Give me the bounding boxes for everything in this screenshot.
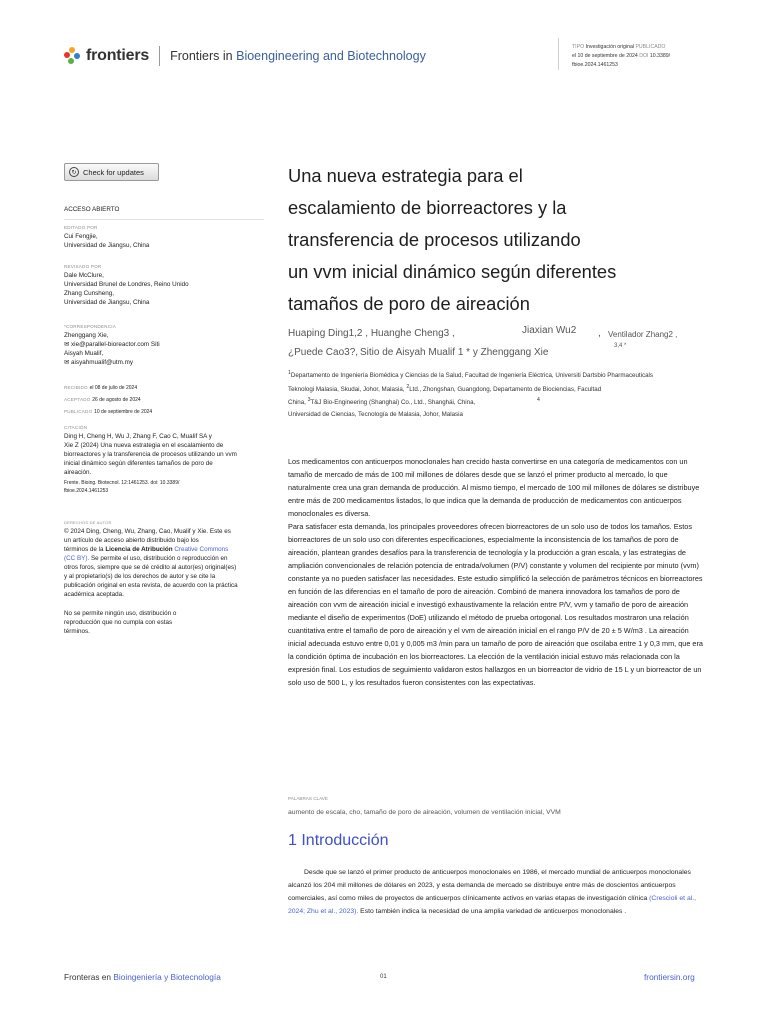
- citation-link[interactable]: (Crescioli et al., 2024; Zhu et al., 2023).: [288, 895, 697, 915]
- journal-logo[interactable]: [64, 46, 426, 66]
- reviewed-by-section: REVISADO POR Dale McClure, Universidad Brunel de Londres, Reino Unido Zhang Cunsheng, Universidad de Jiangsu, China: [64, 264, 189, 306]
- frontiers-logo-icon: [64, 47, 82, 65]
- correspondence-section: *CORRESPONDENCIA Zhenggang Xie, ✉ xie@parallel-bioreactor.com Siti Aisyah Mualif, ✉ aisyahmualif@utm.my: [64, 324, 160, 366]
- mail-icon: ✉: [64, 359, 72, 366]
- divider: [64, 219, 264, 220]
- author-link[interactable]: Jiaxian Wu2: [522, 325, 577, 336]
- email-link[interactable]: aisyahmualif@utm.my: [71, 359, 134, 366]
- footer-journal-link[interactable]: Bioingeniería y Biotecnología: [113, 972, 221, 982]
- footer-journal: Fronteras en Bioingeniería y Biotecnología: [64, 972, 221, 982]
- cc-by-link[interactable]: (CC BY).: [64, 555, 90, 562]
- abstract-paragraph: Los medicamentos con anticuerpos monoclonales han crecido hasta convertirse en una categoría de medicamentos con un tamaño de mercado de más de 100 mil millones de dólares desde que se lanzó el primer producto al mercado, lo que naturalmente crea una gran demanda de producción. Al mismo tiempo, el mercado de 100 mil millones de dólares se distribuye entre más de 200 medicamentos listados, lo que indica que la demanda de producción de medicamentos con anticuerpos monoclonales es diversa.: [288, 457, 700, 518]
- edited-by-section: EDITADO POR Cui Fengjie, Universidad de Jiangsu, China: [64, 225, 150, 249]
- email-link[interactable]: xie@parallel-bioreactor.com Siti: [71, 341, 160, 348]
- dates-section: RECIBIDO el 08 de julio de 2024 ACEPTADO 26 de agosto de 2024 PUBLICADO 10 de septiembre de 2024: [64, 385, 153, 415]
- copyright-section: DERECHOS DE AUTOR © 2024 Ding, Cheng, Wu, Zhang, Cao, Mualif y Xie. Este es un artículo de acceso abierto distribuido bajo los términos de la Licencia de Atribución Creative Commons (CC BY). Se permite el uso, distribución o reproducción en otros foros, siempre que se dé crédito al autor(es) original(es) y al propietario(s) de los derechos de autor y se cite la publicación original en esta revista, de acuerdo con la práctica académica aceptada. No se permite ningún uso, distribución o reproducción que no cumpla con estas términos.: [64, 520, 238, 635]
- citation-section: CITACIÓN Ding H, Cheng H, Wu J, Zhang F, Cao C, Mualif SA y Xie Z (2024) Una nueva estrategia en el escalamiento de biorreactores y la transferencia de procesos utilizando un vvm inicial dinámico según diferentes tamaños de poro de aireación. Frente. Bioing. Biotecnol. 12:1461253. doi: 10.3389/ fbioe.2024.1461253: [64, 425, 237, 494]
- intro-paragraph: Desde que se lanzó el primer producto de anticuerpos monoclonales en 1986, el mercado mundial de anticuerpos monoclonales alcanzó los 204 mil millones de dólares en 2023, y esta demanda de mercado se distribuye entre más de doscientos anticuerpos comerciales, así como miles de proyectos de anticuerpos clínicamente activos en varias etapas de investigación clínica (Crescioli et al., 2024; Zhu et al., 2023). Esto también indica la necesidad de una amplia variedad de anticuerpos monoclonales .: [288, 869, 697, 915]
- article-title: Una nueva estrategia para el escalamiento de biorreactores y la transferencia de procesos utilizando un vvm inicial dinámico según diferentes tamaños de poro de aireación: [288, 165, 617, 314]
- check-for-updates-button[interactable]: [64, 163, 159, 181]
- abstract-paragraph: Para satisfacer esta demanda, los principales proveedores ofrecen biorreactores de un solo uso de todos los tamaños. Estos biorreactores de un solo uso con diferentes especificaciones, especialmente la inconsistencia de los tamaños de poro de aireación, plantean grandes desafíos para la transferencia de tecnología y la producción a gran escala, y las estrategias de ampliación convencionales de relación potencia de entrada/volumen (P/V) constante y volumen del recipiente por minuto (vvm) constante ya no pueden satisfacer las necesidades. Este estudio simplificó la selección de parámetros técnicos en biorreactores en función de las diferencias en el tamaño de poro de aireación. Combinó de manera innovadora los tamaños de poro de aireación con vvm de aireación inicial e investigó exhaustivamente la relación entre P/V, vvm y tamaño de poro de aireación mediante el diseño de experimentos (DoE) utilizando el método de prueba ortogonal. Los resultados mostraron una relación cuantitativa entre el tamaño de poro de aireación y el vvm de aireación inicial en el rango P/V de 20 ± 5 W/m3 . La aireación inicial adecuada estuvo entre 0,01 y 0,005 m3 /min para un tamaño de poro de aireación que oscilaba entre 1 y 0,3 mm, que era la condición óptima de incubación en los biorreactores. La elección de la ventilación inicial estuvo más relacionada con la expresión final. Los estudios de seguimiento validaron estos hallazgos en un biorreactor de vidrio de 15 L y un biorreactor de un solo uso de 500 L, y los resultados fueron consistentes con las expectativas.: [288, 522, 703, 687]
- header-divider: [558, 38, 559, 70]
- article-meta: TIPO Investigación original PUBLICADO el 10 de septiembre de 2024 DOI 10.3389/ fbioe.2024.1461253: [572, 44, 671, 68]
- page-number: 01: [380, 974, 387, 980]
- brand-name: frontiers: [86, 47, 150, 64]
- author-superscript: 3,4 *: [614, 343, 627, 349]
- open-access-label: ACCESO ABIERTO: [64, 206, 120, 213]
- author-link[interactable]: Ventilador Zhang2 ,: [608, 330, 678, 339]
- footer-site-link[interactable]: frontiersin.org: [644, 972, 695, 982]
- author-link[interactable]: Huaping Ding1,2 , Huanghe Cheng3 ,: [288, 328, 455, 339]
- author-link[interactable]: Sitio de Aisyah Mualif 1 * y Zhenggang Xie: [360, 347, 549, 358]
- section-heading: 1 Introducción: [288, 832, 389, 849]
- keywords: aumento de escala, cho, tamaño de poro de aireación, volumen de ventilación inicial, VVM: [288, 809, 561, 816]
- license-link[interactable]: Creative Commons: [172, 546, 229, 553]
- author-link[interactable]: ¿Puede Cao3?,: [288, 347, 359, 358]
- author-separator: ,: [598, 328, 601, 339]
- check-updates-label: Check for updates: [83, 167, 144, 177]
- abstract: [288, 455, 708, 689]
- journal-name: Frontiers in Bioengineering and Biotechnology: [170, 49, 426, 63]
- mail-icon: ✉: [64, 341, 72, 348]
- refresh-icon: ↻: [69, 167, 79, 177]
- keywords-label: PALABRAS CLAVE: [288, 796, 328, 801]
- logo-divider: [159, 46, 160, 66]
- affiliations: $^1$Departamento de Ingeniería Biomédica y Ciencias de la Salud, Facultad de Ingeniería Eléctrica, Universiti Dartsbio Pharmaceuticals Teknologi Malasia, Skudai, Johor, Malasia, $^2$Ltd., Zhongshan, Guangdong, Departamento de Biociencias, Facultad China, $^3$T&J Bio-Engineering (Shanghai) Co., Ltd., Shanghái, China, $^4$ Universidad de Ciencias, Tecnología de Malasia, Johor, Malasia: [288, 370, 654, 418]
